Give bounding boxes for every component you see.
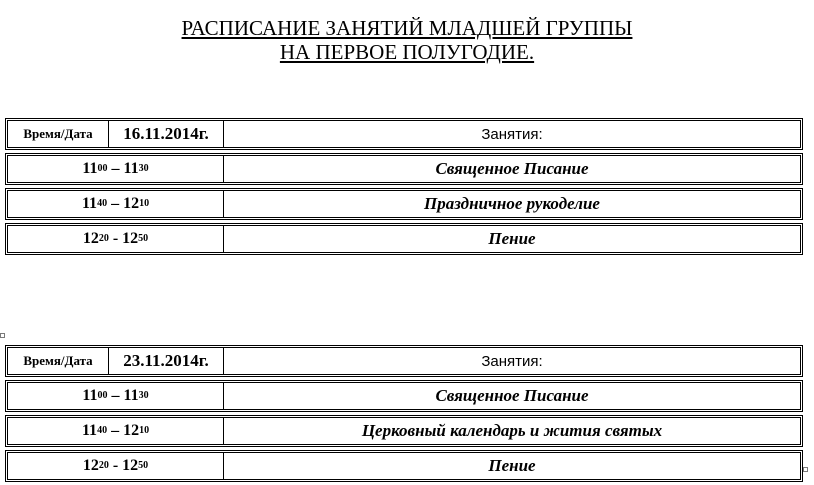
table-header-row bbox=[5, 345, 803, 377]
date-header: 16.11.2014г. bbox=[109, 121, 224, 147]
date-header: 23.11.2014г. bbox=[109, 348, 224, 374]
table-row bbox=[5, 153, 803, 185]
schedule-table-2 bbox=[5, 345, 803, 485]
time-cell: 11 00 – 11 30 bbox=[8, 156, 224, 182]
subject-cell: Священное Писание bbox=[435, 159, 589, 178]
time-cell: 11 40 – 12 10 bbox=[8, 191, 224, 217]
page-title bbox=[0, 16, 814, 64]
table-row bbox=[5, 415, 803, 447]
subject-cell: Священное Писание bbox=[435, 386, 589, 405]
subject-cell: Церковный календарь и жития святых bbox=[361, 421, 663, 440]
subject-cell: Праздничное рукоделие bbox=[424, 194, 600, 213]
time-date-header: Время/Дата bbox=[8, 121, 109, 147]
table-row bbox=[5, 223, 803, 255]
title-line-1: РАСПИСАНИЕ ЗАНЯТИЙ МЛАДШЕЙ ГРУППЫ bbox=[181, 16, 633, 40]
table-header-row bbox=[5, 118, 803, 150]
table-row bbox=[5, 380, 803, 412]
table-resize-handle-icon[interactable] bbox=[803, 467, 808, 472]
table-row bbox=[5, 450, 803, 482]
table-move-handle-icon[interactable] bbox=[0, 333, 5, 338]
time-cell: 11 40 – 12 10 bbox=[8, 418, 224, 444]
title-line-2: НА ПЕРВОЕ ПОЛУГОДИЕ. bbox=[279, 40, 535, 64]
subject-cell: Пение bbox=[488, 456, 536, 475]
subject-header: Занятия: bbox=[481, 125, 543, 143]
time-cell: 11 00 – 11 30 bbox=[8, 383, 224, 409]
subject-header: Занятия: bbox=[481, 352, 543, 370]
schedule-table-1 bbox=[5, 118, 803, 258]
time-cell: 12 20 - 12 50 bbox=[8, 453, 224, 479]
time-cell: 12 20 - 12 50 bbox=[8, 226, 224, 252]
table-row bbox=[5, 188, 803, 220]
subject-cell: Пение bbox=[488, 229, 536, 248]
time-date-header: Время/Дата bbox=[8, 348, 109, 374]
